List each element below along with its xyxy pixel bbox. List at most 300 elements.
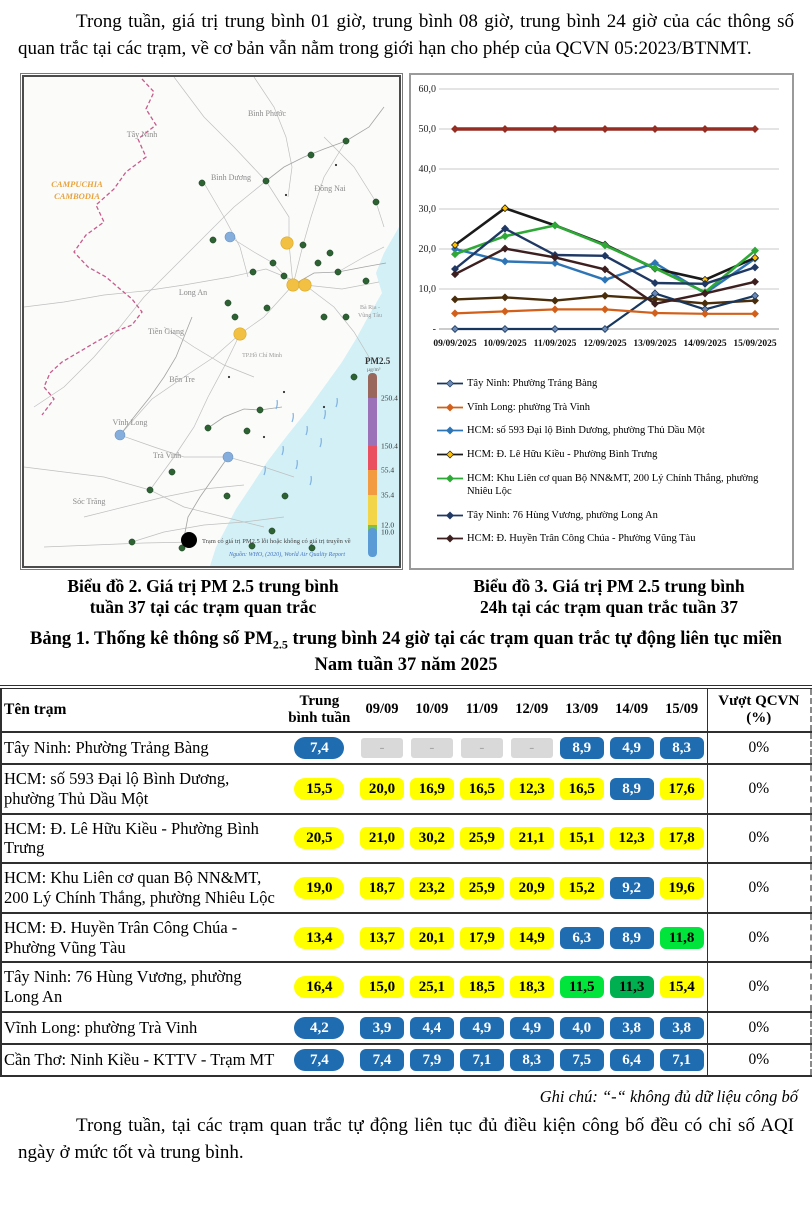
- y-tick-label: 50,0: [418, 123, 436, 135]
- week-average-cell: [282, 732, 357, 764]
- day-value-cell: [607, 913, 657, 963]
- data-point-marker: [752, 292, 759, 299]
- x-tick-label: 10/09/2025: [483, 338, 527, 349]
- map-label: Sóc Trăng: [72, 496, 106, 506]
- map-label: Trà Vinh: [152, 450, 182, 460]
- pm-value-chip: 9,2: [610, 877, 654, 899]
- pm-value-chip: 4,2: [294, 1017, 344, 1039]
- x-tick-label: 12/09/2025: [583, 338, 627, 349]
- data-point-marker: [702, 280, 709, 287]
- day-value-cell: [507, 732, 557, 764]
- station-dot-green: [224, 493, 230, 499]
- station-dot-green: [250, 269, 256, 275]
- scale-tick-label: 12.0: [381, 520, 395, 530]
- scale-unit: µg/m³: [367, 366, 381, 373]
- col-header-station: Tên trạm: [1, 687, 282, 732]
- station-dot-blue: [225, 232, 235, 242]
- data-point-marker: [752, 264, 759, 271]
- legend-marker: [437, 474, 463, 483]
- map-label: Long An: [178, 287, 208, 297]
- legend-entry: [437, 509, 767, 523]
- pm-value-chip: -: [511, 738, 553, 758]
- scale-tick-label: 150.4: [381, 441, 398, 451]
- map-label: Vĩnh Long: [112, 417, 148, 427]
- week-average-cell: [282, 913, 357, 963]
- data-point-marker: [452, 296, 459, 303]
- day-value-cell: [507, 1044, 557, 1076]
- pm-value-chip: -: [461, 738, 503, 758]
- map-label: Bình Phước: [247, 108, 287, 118]
- y-tick-label: -: [432, 323, 436, 335]
- pm-value-chip: 13,4: [294, 927, 344, 949]
- figure-captions: [0, 576, 812, 619]
- map-label: CAMBODIA: [54, 190, 100, 201]
- data-point-marker: [752, 310, 759, 317]
- pm-value-chip: 20,9: [510, 877, 554, 899]
- data-point-marker: [752, 126, 759, 133]
- station-name: HCM: số 593 Đại lộ Bình Dương, phường Thủ Dầu Một: [1, 764, 282, 814]
- day-value-cell: [507, 863, 557, 913]
- day-value-cell: [507, 962, 557, 1012]
- pm-value-chip: 25,9: [460, 877, 504, 899]
- col-header-day: 09/09: [357, 687, 407, 732]
- pm25-line-chart: [411, 75, 788, 367]
- pm-value-chip: 8,9: [610, 778, 654, 800]
- day-value-cell: [557, 814, 607, 864]
- data-point-marker: [702, 126, 709, 133]
- legend-entry: [437, 401, 767, 415]
- table-row: [1, 764, 811, 814]
- week-average-cell: [282, 1044, 357, 1076]
- data-point-marker: [502, 294, 509, 301]
- figures-row: [20, 73, 812, 570]
- station-dot-green: [315, 260, 321, 266]
- data-point-marker: [602, 276, 609, 283]
- station-dot-yellow: [287, 279, 299, 291]
- day-value-cell: [457, 863, 507, 913]
- map-label: Đồng Nai: [314, 183, 346, 193]
- pm-value-chip: 8,3: [510, 1049, 554, 1071]
- day-value-cell: [457, 962, 507, 1012]
- table-footnote: Ghi chú: “-“ không đủ dữ liệu công bố: [539, 1086, 798, 1106]
- pm-value-chip: 16,9: [410, 778, 454, 800]
- station-name: HCM: Đ. Lê Hữu Kiều - Phường Bình Trưng: [1, 814, 282, 864]
- table-header-row: [1, 687, 811, 732]
- map-caption: [0, 576, 406, 619]
- data-point-marker: [502, 233, 509, 240]
- pm-value-chip: 7,1: [660, 1049, 704, 1071]
- day-value-cell: [507, 764, 557, 814]
- station-dot-yellow: [234, 328, 246, 340]
- pm-value-chip: 21,0: [360, 827, 404, 849]
- day-value-cell: [357, 764, 407, 814]
- day-value-cell: [657, 764, 707, 814]
- station-dot-green: [373, 199, 379, 205]
- data-point-marker: [552, 306, 559, 313]
- pm-value-chip: 23,2: [410, 877, 454, 899]
- legend-entry: [437, 424, 767, 438]
- pm-value-chip: 11,5: [560, 976, 604, 998]
- exceed-qcvn-cell: 0%: [707, 764, 811, 814]
- day-value-cell: [607, 1012, 657, 1044]
- stations-map: [24, 77, 399, 566]
- map-label: TP.Hồ Chí Minh: [242, 352, 282, 359]
- pm-value-chip: 4,9: [610, 737, 654, 759]
- pm-value-chip: -: [361, 738, 403, 758]
- station-dot-green: [269, 528, 275, 534]
- chart-caption-line2: 24h tại các trạm quan trắc tuần 37: [479, 597, 739, 618]
- station-dot-green: [199, 180, 205, 186]
- pm-value-chip: 17,8: [660, 827, 704, 849]
- station-dot-green: [270, 260, 276, 266]
- data-point-marker: [602, 126, 609, 133]
- pm25-table: [0, 685, 812, 1077]
- station-dot-small: [323, 406, 325, 408]
- table-title: Bảng 1. Thống kê thông số $PM_{2.5}$ trung bình 24 giờ tại các trạm quan trắc tự động liên tục miền Nam tuần 37 năm 2025: [30, 628, 782, 675]
- day-value-cell: [557, 732, 607, 764]
- y-tick-label: 40,0: [418, 163, 436, 175]
- day-value-cell: [657, 863, 707, 913]
- station-dot-blue: [223, 452, 233, 462]
- pm-value-chip: 4,0: [560, 1017, 604, 1039]
- pm-value-chip: 7,4: [294, 737, 344, 759]
- station-dot-green: [321, 314, 327, 320]
- day-value-cell: [507, 1012, 557, 1044]
- pm-value-chip: 15,1: [560, 827, 604, 849]
- x-tick-label: 09/09/2025: [433, 338, 477, 349]
- station-dot-green: [343, 314, 349, 320]
- pm-value-chip: 20,1: [410, 927, 454, 949]
- day-value-cell: [657, 814, 707, 864]
- y-tick-label: 60,0: [418, 83, 436, 95]
- table-row: [1, 1044, 811, 1076]
- pm-value-chip: 15,0: [360, 976, 404, 998]
- day-value-cell: [357, 913, 407, 963]
- legend-entry: [437, 448, 767, 462]
- legend-label: HCM: số 593 Đại lộ Bình Dương, phường Thủ Dầu Một: [467, 425, 705, 437]
- day-value-cell: [557, 913, 607, 963]
- scale-tick-label: 55.4: [381, 465, 395, 475]
- station-dot-blue: [115, 430, 125, 440]
- day-value-cell: [457, 764, 507, 814]
- pm-value-chip: 4,9: [460, 1017, 504, 1039]
- exceed-qcvn-cell: 0%: [707, 962, 811, 1012]
- station-dot-green: [335, 269, 341, 275]
- scale-segment: [368, 470, 377, 495]
- day-value-cell: [407, 732, 457, 764]
- col-header-exceed: Vượt QCVN (%): [707, 687, 811, 732]
- day-value-cell: [407, 913, 457, 963]
- station-name: Tây Ninh: 76 Hùng Vương, phường Long An: [1, 962, 282, 1012]
- station-name: Vĩnh Long: phường Trà Vinh: [1, 1012, 282, 1044]
- error-station-dot: [181, 532, 197, 548]
- scale-segment: [368, 528, 377, 557]
- x-tick-label: 11/09/2025: [533, 338, 577, 349]
- day-value-cell: [557, 764, 607, 814]
- day-value-cell: [407, 962, 457, 1012]
- station-dot-green: [263, 178, 269, 184]
- pm-value-chip: 18,3: [510, 976, 554, 998]
- pm-value-chip: 8,9: [560, 737, 604, 759]
- station-dot-small: [263, 436, 265, 438]
- data-point-marker: [502, 258, 509, 265]
- exceed-qcvn-cell: 0%: [707, 913, 811, 963]
- legend-entry: [437, 472, 767, 499]
- scale-segment: [368, 446, 377, 470]
- week-average-cell: [282, 764, 357, 814]
- day-value-cell: [657, 732, 707, 764]
- day-value-cell: [357, 814, 407, 864]
- day-value-cell: [457, 1044, 507, 1076]
- map-label: Bình Dương: [211, 172, 251, 182]
- week-average-cell: [282, 1012, 357, 1044]
- data-point-marker: [552, 126, 559, 133]
- pm-value-chip: 7,1: [460, 1049, 504, 1071]
- day-value-cell: [407, 764, 457, 814]
- pm-value-chip: 6,3: [560, 927, 604, 949]
- pm-value-chip: 30,2: [410, 827, 454, 849]
- scale-tick-label: 10.0: [381, 527, 395, 537]
- pm-value-chip: 20,0: [360, 778, 404, 800]
- exceed-qcvn-cell: 0%: [707, 732, 811, 764]
- station-dot-green: [327, 250, 333, 256]
- col-header-day: 12/09: [507, 687, 557, 732]
- col-header-week-avg: Trung bình tuần: [282, 687, 357, 732]
- day-value-cell: [557, 1044, 607, 1076]
- col-header-day: 13/09: [557, 687, 607, 732]
- pm-value-chip: 25,1: [410, 976, 454, 998]
- pm-value-chip: 12,3: [610, 827, 654, 849]
- day-value-cell: [607, 962, 657, 1012]
- exceed-qcvn-cell: 0%: [707, 1012, 811, 1044]
- map-label: Bến Tre: [169, 374, 195, 384]
- day-value-cell: [407, 1044, 457, 1076]
- day-value-cell: [357, 962, 407, 1012]
- day-value-cell: [407, 814, 457, 864]
- data-point-marker: [502, 126, 509, 133]
- station-name: HCM: Đ. Huyền Trân Công Chúa - Phường Vũng Tàu: [1, 913, 282, 963]
- data-point-marker: [452, 126, 459, 133]
- chart-figure: [409, 73, 794, 570]
- day-value-cell: [607, 1044, 657, 1076]
- pm-value-chip: 7,5: [560, 1049, 604, 1071]
- data-point-marker: [552, 297, 559, 304]
- table-row: [1, 962, 811, 1012]
- pm-value-chip: 16,4: [294, 976, 344, 998]
- legend-label: Tây Ninh: 76 Hùng Vương, phường Long An: [467, 509, 658, 521]
- pm-value-chip: 8,3: [660, 737, 704, 759]
- pm-value-chip: 7,4: [360, 1049, 404, 1071]
- y-tick-label: 20,0: [418, 243, 436, 255]
- map-frame: [22, 75, 401, 568]
- station-dot-green: [147, 487, 153, 493]
- report-page: [0, 9, 812, 1209]
- legend-marker: [437, 426, 463, 435]
- pm-value-chip: 17,6: [660, 778, 704, 800]
- data-point-marker: [452, 326, 459, 333]
- day-value-cell: [457, 814, 507, 864]
- legend-marker: [437, 511, 463, 520]
- pm-value-chip: 21,1: [510, 827, 554, 849]
- pm-value-chip: 14,9: [510, 927, 554, 949]
- day-value-cell: [407, 1012, 457, 1044]
- map-label: Tây Ninh: [126, 129, 158, 139]
- y-tick-label: 30,0: [418, 203, 436, 215]
- data-point-marker: [502, 308, 509, 315]
- day-value-cell: [557, 863, 607, 913]
- legend-marker: [437, 403, 463, 412]
- intro-paragraph: Trong tuần, giá trị trung bình 01 giờ, trung bình 08 giờ, trung bình 24 giờ của các thông số quan trắc tại các trạm, về cơ bản vẫn nằm trong giới hạn cho phép của QCVN 05:2023/BTNMT.: [18, 11, 794, 59]
- station-dot-small: [335, 164, 337, 166]
- pm-value-chip: 19,0: [294, 877, 344, 899]
- station-name: Tây Ninh: Phường Trảng Bàng: [1, 732, 282, 764]
- day-value-cell: [407, 863, 457, 913]
- legend-label: Vĩnh Long: phường Trà Vinh: [467, 401, 591, 413]
- week-average-cell: [282, 863, 357, 913]
- chart-legend: [411, 367, 792, 556]
- station-dot-green: [210, 237, 216, 243]
- map-caption-line1: Biểu đồ 2. Giá trị PM 2.5 trung bình: [67, 575, 339, 596]
- legend-marker: [437, 379, 463, 388]
- scale-tick-label: 250.4: [381, 393, 398, 403]
- legend-entry: [437, 377, 767, 391]
- station-dot-green: [281, 273, 287, 279]
- data-point-marker: [452, 310, 459, 317]
- day-value-cell: [607, 732, 657, 764]
- station-dot-green: [257, 407, 263, 413]
- station-dot-yellow: [299, 279, 311, 291]
- pm-value-chip: 15,5: [294, 778, 344, 800]
- pm-value-chip: 16,5: [560, 778, 604, 800]
- map-label: Vũng Tàu: [357, 312, 383, 319]
- chart-caption-line1: Biểu đồ 3. Giá trị PM 2.5 trung bình: [473, 575, 745, 596]
- scale-tick-label: 35.4: [381, 490, 395, 500]
- pm-value-chip: 25,9: [460, 827, 504, 849]
- pm-value-chip: 6,4: [610, 1049, 654, 1071]
- pm-value-chip: 11,3: [610, 976, 654, 998]
- pm-value-chip: 15,4: [660, 976, 704, 998]
- map-figure: [20, 73, 403, 570]
- pm-value-chip: 19,6: [660, 877, 704, 899]
- day-value-cell: [357, 1012, 407, 1044]
- station-dot-green: [351, 374, 357, 380]
- legend-label: HCM: Khu Liên cơ quan Bộ NN&MT, 200 Lý Chính Thắng, phường Nhiêu Lộc: [467, 472, 759, 498]
- pm-value-chip: 13,7: [360, 927, 404, 949]
- table-row: [1, 863, 811, 913]
- map-caption-line2: tuần 37 tại các trạm quan trắc: [89, 597, 317, 618]
- pm-value-chip: 7,9: [410, 1049, 454, 1071]
- pm-value-chip: 11,8: [660, 927, 704, 949]
- data-point-marker: [652, 126, 659, 133]
- station-dot-green: [282, 493, 288, 499]
- x-tick-label: 14/09/2025: [683, 338, 727, 349]
- pm-value-chip: 8,9: [610, 927, 654, 949]
- pm-value-chip: 3,8: [610, 1017, 654, 1039]
- x-tick-label: 15/09/2025: [733, 338, 777, 349]
- pm-value-chip: 4,9: [510, 1017, 554, 1039]
- station-dot-green: [244, 428, 250, 434]
- data-point-marker: [652, 310, 659, 317]
- data-point-marker: [452, 251, 459, 258]
- station-dot-small: [285, 194, 287, 196]
- station-dot-green: [232, 314, 238, 320]
- pm-value-chip: 7,4: [294, 1049, 344, 1071]
- exceed-qcvn-cell: 0%: [707, 814, 811, 864]
- scale-segment: [368, 495, 377, 525]
- col-header-day: 15/09: [657, 687, 707, 732]
- exceed-qcvn-cell: 0%: [707, 1044, 811, 1076]
- station-dot-green: [129, 539, 135, 545]
- map-label: CAMPUCHIA: [51, 178, 103, 189]
- data-point-marker: [552, 222, 559, 229]
- day-value-cell: [357, 863, 407, 913]
- pm-value-chip: 17,9: [460, 927, 504, 949]
- station-dot-green: [225, 300, 231, 306]
- data-point-marker: [702, 310, 709, 317]
- day-value-cell: [657, 913, 707, 963]
- chart-caption: [406, 576, 812, 619]
- day-value-cell: [357, 732, 407, 764]
- pm-value-chip: 3,9: [360, 1017, 404, 1039]
- pm-value-chip: 12,3: [510, 778, 554, 800]
- table-row: [1, 732, 811, 764]
- data-point-marker: [602, 292, 609, 299]
- station-name: HCM: Khu Liên cơ quan Bộ NN&MT, 200 Lý Chính Thắng, phường Nhiêu Lộc: [1, 863, 282, 913]
- legend-marker: [437, 450, 463, 459]
- pm-value-chip: 20,5: [294, 827, 344, 849]
- table-row: [1, 913, 811, 963]
- day-value-cell: [457, 732, 507, 764]
- col-header-day: 14/09: [607, 687, 657, 732]
- station-dot-green: [169, 469, 175, 475]
- scale-segment: [368, 373, 377, 402]
- x-tick-label: 13/09/2025: [633, 338, 677, 349]
- exceed-qcvn-cell: 0%: [707, 863, 811, 913]
- day-value-cell: [507, 814, 557, 864]
- station-dot-green: [309, 545, 315, 551]
- day-value-cell: [457, 1012, 507, 1044]
- map-source-text: Nguồn: WHO, (2020), World Air Quality Report: [229, 551, 345, 558]
- station-dot-green: [205, 425, 211, 431]
- table-row: [1, 814, 811, 864]
- station-name: Cần Thơ: Ninh Kiều - KTTV - Trạm MT: [1, 1044, 282, 1076]
- data-point-marker: [602, 306, 609, 313]
- day-value-cell: [657, 962, 707, 1012]
- legend-label: Tây Ninh: Phường Trảng Bàng: [467, 377, 598, 389]
- station-dot-green: [264, 305, 270, 311]
- legend-label: HCM: Đ. Huyền Trân Công Chúa - Phường Vũng Tàu: [467, 533, 696, 545]
- station-dot-green: [363, 278, 369, 284]
- data-point-marker: [502, 326, 509, 333]
- col-header-day: 10/09: [407, 687, 457, 732]
- week-average-cell: [282, 814, 357, 864]
- legend-entry: [437, 532, 767, 546]
- pm-value-chip: 18,5: [460, 976, 504, 998]
- scale-title: PM2.5: [365, 355, 391, 366]
- day-value-cell: [657, 1012, 707, 1044]
- day-value-cell: [607, 764, 657, 814]
- station-dot-green: [300, 242, 306, 248]
- day-value-cell: [607, 814, 657, 864]
- station-dot-small: [283, 391, 285, 393]
- legend-marker: [437, 534, 463, 543]
- pm-value-chip: 4,4: [410, 1017, 454, 1039]
- data-point-marker: [552, 326, 559, 333]
- day-value-cell: [457, 913, 507, 963]
- day-value-cell: [557, 962, 607, 1012]
- pm-value-chip: 3,8: [660, 1017, 704, 1039]
- pm-value-chip: 18,7: [360, 877, 404, 899]
